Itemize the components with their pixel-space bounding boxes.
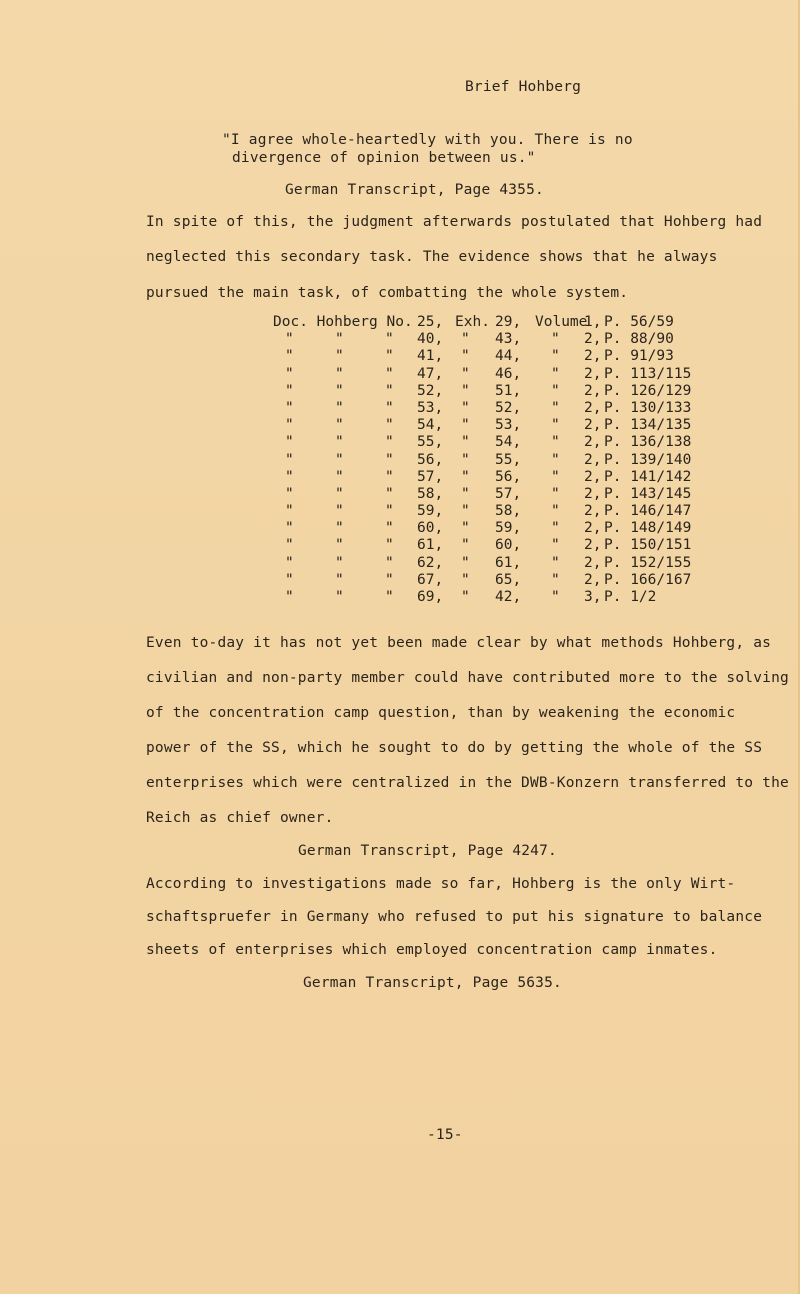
doc-number: 40, <box>417 331 444 348</box>
ditto-mark: " <box>335 468 344 485</box>
ditto-mark: " <box>335 520 344 537</box>
ditto-mark: " <box>461 589 470 605</box>
ditto-mark: " <box>285 520 294 537</box>
ditto-mark: " <box>385 399 394 416</box>
page-range: P. 141/142 <box>604 468 692 485</box>
ditto-mark: " <box>285 589 294 605</box>
doc-number: 53, <box>417 399 444 416</box>
doc-number: 41, <box>417 348 444 365</box>
ditto-mark: " <box>461 571 470 588</box>
exhibit-number: 61, <box>495 554 522 571</box>
ditto-mark: " <box>461 417 470 434</box>
ditto-mark: " <box>385 434 394 451</box>
page-range: P. 139/140 <box>604 451 692 468</box>
ditto-mark: " <box>551 348 560 365</box>
ditto-mark: " <box>461 451 470 468</box>
page-range: P. 143/145 <box>604 485 692 502</box>
ditto-mark: " <box>285 451 294 468</box>
volume-number: 2, <box>584 382 602 399</box>
ditto-mark: " <box>461 503 470 520</box>
ditto-mark: " <box>385 554 394 571</box>
ditto-mark: " <box>285 434 294 451</box>
ditto-mark: " <box>551 520 560 537</box>
exhibit-number: 55, <box>495 451 522 468</box>
volume-number: 2, <box>584 331 602 348</box>
exhibit-number: 42, <box>495 589 522 605</box>
exhibit-number: 44, <box>495 348 522 365</box>
volume-number: 2, <box>584 417 602 434</box>
exhibit-number: 56, <box>495 468 522 485</box>
exhibit-number: 43, <box>495 331 522 348</box>
doc-number: 25, <box>417 314 444 330</box>
ditto-mark: " <box>335 365 344 382</box>
ditto-mark: " <box>335 348 344 365</box>
ditto-mark: " <box>461 537 470 554</box>
ditto-mark: " <box>285 537 294 554</box>
citation-1: German Transcript, Page 4355. <box>285 182 544 198</box>
ditto-mark: " <box>285 554 294 571</box>
ditto-mark: " <box>461 331 470 348</box>
ditto-mark: " <box>385 382 394 399</box>
paragraph-3-line-1: According to investigations made so far, Hohberg is the only Wirt- <box>146 876 736 892</box>
paragraph-2-line-1: Even to-day it has not yet been made clear by what methods Hohberg, as <box>146 635 772 651</box>
exhibit-number: 29, <box>495 314 522 330</box>
paragraph-2-line-5: enterprises which were centralized in the DWB-Konzern transferred to the <box>146 775 789 791</box>
paragraph-2-line-3: of the concentration camp question, than by weakening the economic <box>146 705 736 721</box>
doc-number: 54, <box>417 417 444 434</box>
ditto-mark: " <box>551 417 560 434</box>
paragraph-2-line-4: power of the SS, which he sought to do by getting the whole of the SS <box>146 740 763 756</box>
exhibit-number: 58, <box>495 503 522 520</box>
ditto-mark: " <box>551 571 560 588</box>
ditto-mark: " <box>335 417 344 434</box>
paragraph-2-line-2: civilian and non-party member could have contributed more to the solving <box>146 670 789 686</box>
volume-number: 2, <box>584 348 602 365</box>
quote-line-2: divergence of opinion between us." <box>232 150 536 166</box>
ditto-mark: " <box>551 503 560 520</box>
paragraph-3-line-2: schaftspruefer in Germany who refused to put his signature to balance <box>146 909 763 925</box>
ditto-mark: " <box>335 503 344 520</box>
exhibit-number: 46, <box>495 365 522 382</box>
ditto-mark: " <box>461 485 470 502</box>
doc-number: 67, <box>417 571 444 588</box>
ditto-mark: " <box>385 365 394 382</box>
ditto-mark: " <box>285 348 294 365</box>
ditto-mark: " <box>385 348 394 365</box>
exhibit-number: 52, <box>495 399 522 416</box>
ditto-mark: " <box>285 468 294 485</box>
page-bottom-margin <box>0 1294 800 1300</box>
exhibit-number: 51, <box>495 382 522 399</box>
paragraph-1-line-3: pursued the main task, of combatting the whole system. <box>146 285 629 301</box>
volume-number: 2, <box>584 554 602 571</box>
page-number: -15- <box>427 1127 463 1143</box>
ditto-mark: " <box>551 434 560 451</box>
volume-number: 2, <box>584 434 602 451</box>
volume-number: 2, <box>584 537 602 554</box>
ditto-mark: " <box>385 451 394 468</box>
quote-line-1: "I agree whole-heartedly with you. There is no <box>222 132 633 148</box>
ditto-mark: " <box>285 382 294 399</box>
volume-number: 2, <box>584 468 602 485</box>
doc-number: 59, <box>417 503 444 520</box>
volume-number: 2, <box>584 520 602 537</box>
ditto-mark: " <box>551 331 560 348</box>
page-range: P. 56/59 <box>604 314 674 330</box>
ditto-mark: " <box>385 485 394 502</box>
ditto-mark: " <box>551 485 560 502</box>
ditto-mark: " <box>461 382 470 399</box>
doc-number: 62, <box>417 554 444 571</box>
ditto-mark: " <box>285 365 294 382</box>
page-range: P. 136/138 <box>604 434 692 451</box>
ditto-mark: " <box>335 399 344 416</box>
exhibit-number: 57, <box>495 485 522 502</box>
exhibit-number: 54, <box>495 434 522 451</box>
doc-label: Doc. Hohberg No. <box>273 314 413 330</box>
ditto-mark: " <box>335 537 344 554</box>
ditto-mark: " <box>335 382 344 399</box>
doc-number: 56, <box>417 451 444 468</box>
ditto-mark: " <box>551 589 560 605</box>
doc-number: 57, <box>417 468 444 485</box>
ditto-mark: " <box>461 554 470 571</box>
paragraph-3-line-3: sheets of enterprises which employed concentration camp inmates. <box>146 942 718 958</box>
ditto-mark: " <box>335 571 344 588</box>
ditto-mark: " <box>285 503 294 520</box>
volume-number: 1, <box>584 314 602 330</box>
ditto-mark: " <box>551 537 560 554</box>
exhibit-number: 65, <box>495 571 522 588</box>
ditto-mark: " <box>461 520 470 537</box>
page-range: P. 166/167 <box>604 571 692 588</box>
volume-number: 2, <box>584 485 602 502</box>
volume-number: 2, <box>584 503 602 520</box>
page-range: P. 91/93 <box>604 348 674 365</box>
citation-3: German Transcript, Page 5635. <box>303 975 562 991</box>
ditto-mark: " <box>335 451 344 468</box>
ditto-mark: " <box>335 434 344 451</box>
page-header: Brief Hohberg <box>465 79 582 95</box>
volume-label: Volume <box>535 314 588 330</box>
volume-number: 2, <box>584 365 602 382</box>
doc-number: 60, <box>417 520 444 537</box>
doc-number: 52, <box>417 382 444 399</box>
doc-number: 58, <box>417 485 444 502</box>
ditto-mark: " <box>385 503 394 520</box>
page-range: P. 88/90 <box>604 331 674 348</box>
volume-number: 2, <box>584 451 602 468</box>
paragraph-1-line-2: neglected this secondary task. The evidence shows that he always <box>146 249 718 265</box>
ditto-mark: " <box>551 365 560 382</box>
page-range: P. 130/133 <box>604 399 692 416</box>
page-range: P. 113/115 <box>604 365 692 382</box>
ditto-mark: " <box>285 417 294 434</box>
exhibit-number: 60, <box>495 537 522 554</box>
volume-number: 2, <box>584 571 602 588</box>
ditto-mark: " <box>551 451 560 468</box>
citation-2: German Transcript, Page 4247. <box>298 843 557 859</box>
volume-number: 2, <box>584 399 602 416</box>
ditto-mark: " <box>551 399 560 416</box>
page-range: P. 150/151 <box>604 537 692 554</box>
page-range: P. 134/135 <box>604 417 692 434</box>
ditto-mark: " <box>461 468 470 485</box>
paragraph-1-line-1: In spite of this, the judgment afterwards postulated that Hohberg had <box>146 214 763 230</box>
page-range: P. 152/155 <box>604 554 692 571</box>
ditto-mark: " <box>335 554 344 571</box>
ditto-mark: " <box>461 434 470 451</box>
ditto-mark: " <box>551 468 560 485</box>
ditto-mark: " <box>385 589 394 605</box>
page-range: P. 1/2 <box>604 589 657 605</box>
ditto-mark: " <box>385 520 394 537</box>
ditto-mark: " <box>461 348 470 365</box>
doc-number: 69, <box>417 589 444 605</box>
ditto-mark: " <box>385 571 394 588</box>
ditto-mark: " <box>285 331 294 348</box>
exhibit-number: 53, <box>495 417 522 434</box>
page-range: P. 126/129 <box>604 382 692 399</box>
page-range: P. 148/149 <box>604 520 692 537</box>
ditto-mark: " <box>385 468 394 485</box>
ditto-mark: " <box>551 382 560 399</box>
ditto-mark: " <box>335 485 344 502</box>
ditto-mark: " <box>285 485 294 502</box>
ditto-mark: " <box>285 571 294 588</box>
ditto-mark: " <box>285 399 294 416</box>
ditto-mark: " <box>385 417 394 434</box>
ditto-mark: " <box>385 537 394 554</box>
ditto-mark: " <box>335 589 344 605</box>
doc-number: 61, <box>417 537 444 554</box>
exhibit-number: 59, <box>495 520 522 537</box>
ditto-mark: " <box>461 399 470 416</box>
volume-number: 3, <box>584 589 602 605</box>
ditto-mark: " <box>461 365 470 382</box>
doc-number: 55, <box>417 434 444 451</box>
ditto-mark: " <box>385 331 394 348</box>
paragraph-2-line-6: Reich as chief owner. <box>146 810 334 826</box>
ditto-mark: " <box>335 331 344 348</box>
ditto-mark: " <box>551 554 560 571</box>
doc-number: 47, <box>417 365 444 382</box>
exh-label: Exh. <box>455 314 490 330</box>
page-range: P. 146/147 <box>604 503 692 520</box>
